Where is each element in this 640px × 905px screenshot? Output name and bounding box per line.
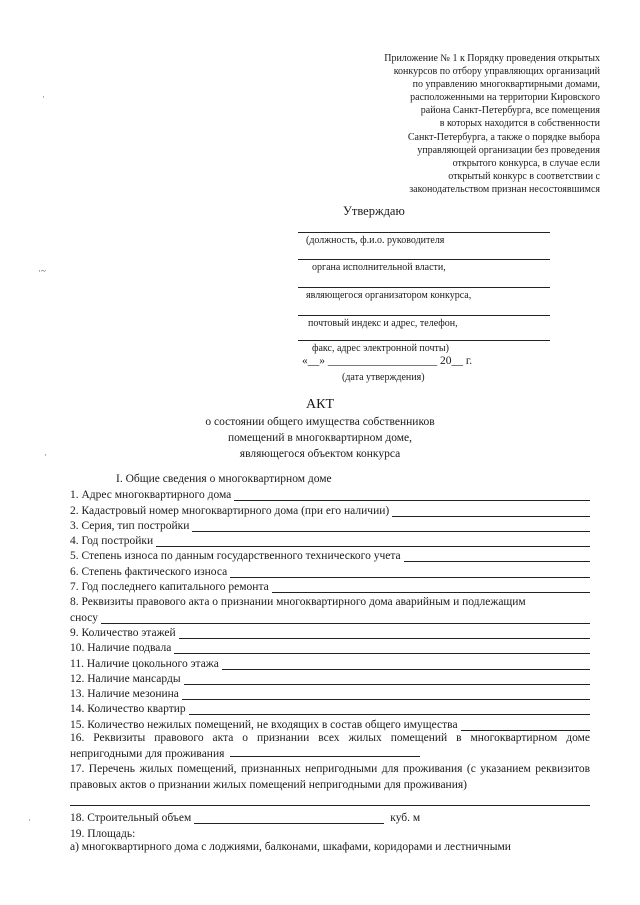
fill-line: [230, 746, 420, 757]
field-address: [70, 486, 590, 501]
field-label: сносу: [70, 611, 98, 624]
approval-caption: органа исполнительной власти,: [312, 262, 446, 273]
act-subtitle-line: о состоянии общего имущества собственников: [205, 416, 435, 428]
appendix-line: района Санкт-Петербурга, все помещения: [420, 105, 600, 117]
scan-mark: ·: [28, 815, 31, 825]
field-floors: [70, 624, 590, 639]
fill-line: [272, 582, 590, 593]
signature-line: [298, 259, 550, 260]
fill-line: [70, 793, 590, 806]
appendix-line: конкурсов по отбору управляющих организаций: [393, 66, 600, 78]
fill-line: [392, 506, 590, 517]
field-apartments: [70, 700, 590, 715]
approval-caption: факс, адрес электронной почты): [312, 343, 449, 354]
scan-mark: ·: [44, 450, 47, 460]
field-label: 7. Год последнего капитального ремонта: [70, 581, 269, 594]
signature-line: [298, 232, 550, 233]
fill-line: [234, 490, 590, 501]
field-label: 17. Перечень жилых помещений, признанных непригодными для проживания (с указанием реквизитов правовых актов о признании жилых помещений непригодными для проживания): [70, 763, 590, 791]
field-nonresidential: [70, 715, 590, 730]
field-emergency-act-cont: [70, 608, 590, 623]
field-label: 3. Серия, тип постройки: [70, 519, 190, 532]
general-info-list: [70, 486, 590, 855]
field-label: 1. Адрес многоквартирного дома: [70, 489, 232, 502]
approval-date-caption: (дата утверждения): [342, 372, 425, 383]
act-title: АКТ: [306, 397, 334, 412]
signature-line: [298, 287, 550, 288]
appendix-line: законодательством признан несостоявшимся: [409, 183, 600, 195]
appendix-line: Санкт-Петербурга, а также о порядке выбора: [407, 131, 600, 143]
appendix-line: по управлению многоквартирными домами,: [412, 79, 600, 91]
field-label: 11. Наличие цокольного этажа: [70, 657, 219, 670]
appendix-line: Приложение № 1 к Порядку проведения открытых: [384, 53, 600, 64]
approval-caption: являющегося организатором конкурса,: [306, 290, 472, 301]
fill-line: [192, 521, 590, 532]
field-volume: [70, 809, 590, 824]
scan-mark: ·~: [38, 266, 46, 276]
field-last-repair-year: [70, 578, 590, 593]
field-label: 19. Площадь:: [70, 827, 136, 840]
field-label: 8. Реквизиты правового акта о признании многоквартирного дома аварийным и подлежащим: [70, 596, 526, 609]
field-label: 5. Степень износа по данным государственного технического учета: [70, 550, 401, 563]
fill-line: [174, 643, 590, 654]
field-label: 14. Количество квартир: [70, 703, 186, 716]
scan-mark: ·: [42, 92, 45, 102]
fill-line: [230, 567, 590, 578]
field-label: 18. Строительный объем: [70, 812, 192, 825]
field-cadastral-number: [70, 501, 590, 516]
field-attic: [70, 670, 590, 685]
field-unfit-act: [70, 731, 590, 763]
field-area: [70, 824, 590, 839]
unit-label: куб. м: [390, 812, 421, 825]
fill-line: [184, 674, 590, 685]
act-subtitle-line: помещений в многоквартирном доме,: [227, 432, 412, 444]
fill-line: [156, 536, 590, 547]
appendix-line: открытого конкурса, в случае если: [452, 157, 600, 169]
field-label: 2. Кадастровый номер многоквартирного дома (при его наличии): [70, 504, 390, 517]
field-label: 16. Реквизиты правового акта о признании всех жилых помещений в многоквартирном доме непригодными для проживания: [70, 731, 590, 761]
field-series: [70, 517, 590, 532]
fill-line: [189, 704, 590, 715]
signature-line: [298, 315, 550, 316]
field-label: 13. Наличие мезонина: [70, 688, 179, 701]
fill-line: [182, 689, 590, 700]
fill-line: [404, 551, 590, 562]
field-label: 15. Количество нежилых помещений, не входящих в состав общего имущества: [70, 718, 458, 731]
fill-line: [179, 628, 590, 639]
field-label: 4. Год постройки: [70, 535, 154, 548]
appendix-line: открытый конкурс в соответствии с: [448, 170, 600, 182]
field-wear-technical: [70, 547, 590, 562]
signature-line: [298, 340, 550, 341]
act-subtitle: [0, 414, 640, 462]
appendix-line: в которых находится в собственности: [439, 118, 600, 130]
field-build-year: [70, 532, 590, 547]
field-label: 9. Количество этажей: [70, 626, 176, 639]
fill-line: [461, 720, 590, 731]
approval-caption: (должность, ф.и.о. руководителя: [306, 235, 445, 246]
appendix-line: расположенными на территории Кировского: [410, 92, 600, 104]
field-area-total: [70, 840, 590, 855]
approval-caption: почтовый индекс и адрес, телефон,: [308, 318, 458, 329]
field-wear-actual: [70, 562, 590, 577]
appendix-line: управляющей организации без проведения: [417, 144, 600, 156]
field-label: а) многоквартирного дома с лоджиями, балконами, шкафами, коридорами и лестничными: [70, 840, 511, 853]
field-ground-floor: [70, 654, 590, 669]
field-mezzanine: [70, 685, 590, 700]
approval-date-line: «__» ___________________ 20__ г.: [302, 355, 473, 367]
field-label: 6. Степень фактического износа: [70, 565, 228, 578]
fill-line: [194, 813, 384, 824]
field-basement: [70, 639, 590, 654]
approval-title: Утверждаю: [343, 204, 405, 218]
act-subtitle-line: являющегося объектом конкурса: [239, 448, 401, 460]
appendix-note: [330, 52, 600, 196]
field-label: 12. Наличие мансарды: [70, 672, 181, 685]
section-title: I. Общие сведения о многоквартирном доме: [116, 473, 332, 485]
field-label: 10. Наличие подвала: [70, 642, 172, 655]
fill-line: [101, 613, 590, 624]
field-emergency-act: [70, 593, 590, 608]
field-unfit-list: [70, 762, 590, 793]
fill-line: [222, 659, 590, 670]
